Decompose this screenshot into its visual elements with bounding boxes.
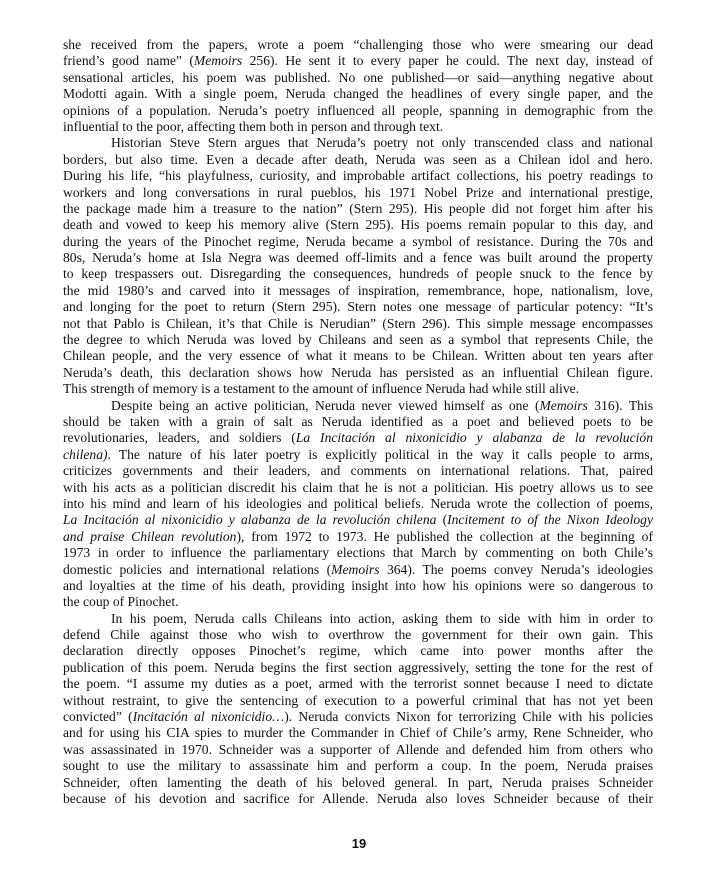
text-line [63, 332, 653, 348]
text-segment: with his acts as a politician discredit his claim that he is not a politician. His poetry allows us to see [63, 479, 653, 495]
text-line [63, 791, 653, 807]
text-line [63, 578, 653, 594]
text-segment: Neruda’s death, this declaration shows how Neruda has persisted as an influential Chilean figure. [63, 364, 653, 380]
text-segment: the poem. “I assume my duties as a poet, armed with the terrorist sonnet because I need to dictate [63, 676, 653, 692]
text-segment: the package made him a treasure to the nation” (Stern 295). His people did not forget him after his [63, 200, 653, 216]
italic-title-text: La Incitación al nixonicidio y alabanza de la revolución [295, 430, 653, 446]
text-segment: Schneider, often lamenting the death of his beloved general. In part, Neruda praises Schneider [63, 774, 653, 790]
paragraph [63, 135, 653, 397]
text-line [63, 676, 653, 692]
italic-title-text: La Incitación al nixonicidio y alabanza de la revolución chilena [63, 512, 437, 528]
text-segment: should be taken with a grain of salt as Neruda identified as a poet and believed poets to be [63, 413, 653, 429]
text-segment: Modotti again. With a single poem, Neruda changed the headlines of every single paper, and the [63, 86, 653, 102]
page-number: 19 [351, 836, 367, 851]
text-segment: Despite being an active politician, Neruda never viewed himself as one ( [111, 397, 540, 413]
text-line [63, 594, 653, 610]
paragraph [63, 611, 653, 808]
text-segment: sensational articles, his poem was published. No one published—or said—anything negative about [63, 69, 653, 85]
text-segment: opinions of a population. Neruda’s poetry influenced all people, spanning in demographic from the [63, 102, 653, 118]
text-line [63, 37, 653, 53]
italic-title-text: chilena) [63, 446, 108, 462]
text-segment: the degree to which Neruda was loved by Chileans and seen as a symbol that represents Chile, the [63, 332, 653, 348]
text-segment: friend’s good name” ( [63, 53, 194, 69]
text-line [63, 562, 653, 578]
text-line [63, 185, 653, 201]
document-body [63, 37, 653, 807]
text-line [63, 775, 653, 791]
text-segment: 364). The poems convey Neruda’s ideologies [379, 561, 653, 577]
text-line [63, 266, 653, 282]
text-line [63, 512, 653, 528]
text-line [63, 398, 653, 414]
text-segment: influential to the poor, affecting them both in person and through text. [63, 118, 444, 134]
text-line [63, 217, 653, 233]
text-line [63, 365, 653, 381]
text-line [63, 234, 653, 250]
text-line [63, 299, 653, 315]
text-line [63, 643, 653, 659]
text-segment: without restraint, to give the sentencing of execution to a powerful criminal that has not yet been [63, 692, 653, 708]
text-segment: and for using his CIA spies to murder the Commander in Chief of Chile’s army, Rene Schneider, who [63, 725, 653, 741]
text-line [63, 381, 653, 397]
text-segment: death and vowed to keep his memory alive (Stern 295). His poems remain popular to this day, and [63, 217, 653, 233]
text-segment: convicted” ( [63, 709, 133, 725]
text-segment: . The nature of his later poetry is explicitly political in the way it calls people to arms, [107, 446, 653, 462]
text-segment: declaration directly opposes Pinochet’s regime, which came into power months after the [63, 643, 653, 659]
text-segment: Historian Steve Stern argues that Neruda’s poetry not only transcended class and national [111, 135, 653, 151]
text-segment: revolutionaries, leaders, and soldiers ( [63, 430, 296, 446]
text-segment: because of his devotion and sacrifice for Allende. Neruda also loves Schneider because of their [63, 790, 653, 806]
text-line [63, 152, 653, 168]
text-segment: criticizes governments and their leaders, and comments on international relations. That, paired [63, 463, 653, 479]
text-segment: she received from the papers, wrote a poem “challenging those who were smearing our dead [63, 37, 653, 52]
text-segment: Chilean people, and the very essence of what it means to be Chilean. Written about ten years after [63, 348, 653, 364]
text-segment: ), from 1972 to 1973. He published the collection at the beginning of [236, 528, 653, 544]
text-line [63, 250, 653, 266]
paragraph [63, 398, 653, 611]
text-line [63, 529, 653, 545]
text-segment: during the years of the Pinochet regime, Neruda became a symbol of resistance. During the 70s and [63, 233, 653, 249]
paragraph [63, 37, 653, 135]
text-segment: the mid 1980’s and carved into it messages of inspiration, remembrance, hope, nationalism, love, [63, 282, 653, 298]
text-segment: 80s, Neruda’s home at Isla Negra was deemed off-limits and a fence was built around the property [63, 250, 653, 266]
italic-title-text: and praise Chilean revolution [63, 528, 237, 544]
text-segment: In his poem, Neruda calls Chileans into action, asking them to side with him in order to [111, 610, 653, 626]
text-segment: defend Chile against those who wish to overthrow the government for their own gain. This [63, 627, 653, 643]
text-segment: sought to use the military to assassinate him and perform a coup. In the poem, Neruda praises [63, 758, 653, 774]
text-line [63, 725, 653, 741]
text-segment: domestic policies and international relations ( [63, 561, 332, 577]
text-segment: ( [436, 512, 448, 528]
text-segment: publication of this poem. Neruda begins the first section aggressively, setting the tone for the rest of [63, 659, 653, 675]
text-line [63, 447, 653, 463]
text-segment: borders, but also time. Even a decade after death, Neruda was seen as a Chilean idol and hero. [63, 151, 653, 167]
italic-title-text: Memoirs [193, 53, 243, 69]
italic-title-text: Incitement to of the Nixon Ideology [447, 512, 653, 528]
text-line [63, 53, 653, 69]
text-segment: and loyalties at the time of his death, providing insight into how his opinions were so dangerous to [63, 577, 653, 593]
text-segment: was assassinated in 1970. Schneider was a supporter of Allende and defended him from others who [63, 741, 653, 757]
text-segment: 316). This [587, 397, 653, 413]
text-segment: 256). He sent it to every paper he could. The next day, instead of [242, 53, 653, 69]
italic-title-text: Incitación al nixonicidio… [132, 709, 285, 725]
text-segment: ). Neruda convicts Nixon for terrorizing Chile with his policies [284, 709, 653, 725]
text-segment: and longing for the poet to return (Stern 295). Stern notes one message of particular potency: “It’s [63, 299, 653, 315]
text-segment: not that Pablo is Chilean, it’s that Chile is Nerudian” (Stern 296). This simple message encompasses [63, 315, 653, 331]
text-line [63, 758, 653, 774]
text-segment: This strength of memory is a testament to the amount of influence Neruda had while still alive. [63, 381, 580, 397]
text-line [63, 70, 653, 86]
text-line [63, 283, 653, 299]
italic-title-text: Memoirs [539, 397, 588, 413]
text-segment: to keep trespassers out. Disregarding the consequences, hundreds of people snuck to the fence by [63, 266, 653, 282]
text-segment: workers and long conversations in rural pueblos, his 1971 Nobel Prize and international prestige, [63, 184, 653, 200]
text-line [63, 496, 653, 512]
text-line [63, 414, 653, 430]
text-line [63, 611, 653, 627]
text-line [63, 627, 653, 643]
text-line [63, 463, 653, 479]
text-line [63, 316, 653, 332]
text-line [63, 135, 653, 151]
text-line [63, 545, 653, 561]
text-line [63, 348, 653, 364]
text-segment: 1973 in order to influence the parliamentary elections that March by commenting on both Chile’s [63, 545, 653, 561]
text-line [63, 660, 653, 676]
text-line [63, 709, 653, 725]
text-line [63, 693, 653, 709]
text-segment: During his life, “his playfulness, curiosity, and improbable artifact collections, his poetry readings to [63, 168, 653, 184]
text-segment: into his mind and learn of his ideologies and political beliefs. Neruda wrote the collection of poems, [63, 495, 653, 511]
text-line [63, 201, 653, 217]
text-line [63, 119, 653, 135]
text-line [63, 480, 653, 496]
text-line [63, 430, 653, 446]
text-line [63, 742, 653, 758]
text-line [63, 168, 653, 184]
text-line [63, 86, 653, 102]
text-line [63, 103, 653, 119]
italic-title-text: Memoirs [331, 561, 380, 577]
text-segment: the coup of Pinochet. [63, 594, 179, 610]
